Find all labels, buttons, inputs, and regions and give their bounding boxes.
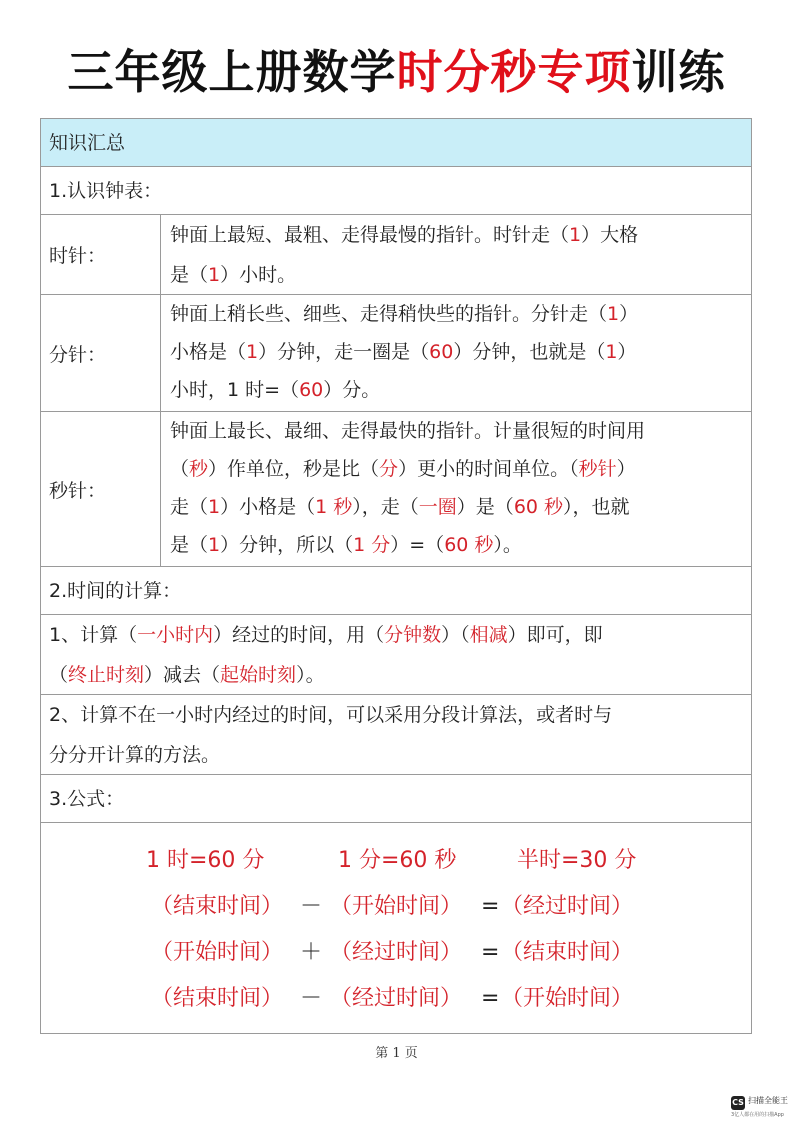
formula-row: （开始时间） ＋ （经过时间） = （结束时间）: [151, 940, 634, 965]
section1-heading: 1.认识钟表：: [49, 180, 163, 202]
section2-heading-row: [41, 567, 751, 615]
hour-hand-text: [162, 215, 751, 294]
knowledge-table: [40, 118, 752, 1034]
title-highlight: 时分秒专项: [396, 45, 632, 99]
scanner-logo-icon: CS: [731, 1096, 745, 1110]
page-number: 第 1 页: [375, 1046, 418, 1061]
section2-item1-line: （终止时刻）减去（起始时刻）。: [49, 664, 325, 686]
minute-hand-line: 小格是（1）分钟，走一圈是（60）分钟，也就是（1）: [170, 341, 637, 363]
formula-row: （结束时间） － （开始时间） = （经过时间）: [151, 894, 634, 919]
section2-item1: [41, 615, 751, 695]
hour-hand-line: 是（1）小时。: [170, 264, 297, 286]
formula-row: （结束时间） － （经过时间） = （开始时间）: [151, 986, 634, 1011]
unit-hour: 1 时=60 分: [146, 848, 265, 873]
page-title: 三年级上册数学时分秒专项训练: [67, 45, 726, 99]
unit-half-hour: 半时=30 分: [517, 848, 637, 873]
section2-item2: 2、计算不在一小时内经过的时间，可以采用分段计算法，或者时与 分分开计算的方法。: [49, 704, 613, 766]
minute-hand-text: [162, 295, 751, 411]
scanner-name: 扫描全能王: [748, 1096, 788, 1105]
unit-minute: 1 分=60 秒: [338, 848, 457, 873]
hour-hand-label: 时针：: [41, 215, 161, 294]
scanner-slogan: 3亿人都在用的扫描App: [731, 1112, 784, 1118]
table-header-row: [41, 119, 751, 167]
section3-heading-row: [41, 775, 751, 823]
second-hand-line: 是（1）分钟，所以（1 分）=（60 秒）。: [170, 534, 522, 556]
second-hand-line: 走（1）小格是（1 秒），走（一圈）是（60 秒），也就: [170, 496, 630, 518]
minute-hand-label: 分针：: [41, 295, 161, 411]
section2-item1-line: 1、计算（一小时内）经过的时间，用（分钟数）（相减）即可，即: [49, 624, 603, 646]
unit-conversions: [41, 839, 751, 883]
hour-hand-line: 钟面上最短、最粗、走得最慢的指针。时针走（1）大格: [170, 224, 639, 246]
section2-item1-row: [41, 615, 751, 695]
minute-hand-line: 小时，1 时=（60）分。: [170, 379, 381, 401]
scanner-watermark: [731, 1094, 791, 1118]
section2-item2-row: [41, 695, 751, 775]
second-hand-line: （秒）作单位，秒是比（分）更小的时间单位。（秒针）: [170, 458, 636, 480]
section3-heading: 3.公式：: [49, 788, 125, 810]
second-hand-text: [162, 412, 751, 566]
minute-hand-row: [41, 295, 751, 412]
minute-hand-line: 钟面上稍长些、细些、走得稍快些的指针。分针走（1）: [170, 303, 639, 325]
hour-hand-row: [41, 215, 751, 295]
section1-heading-row: [41, 167, 751, 215]
header-label: 知识汇总: [49, 132, 126, 154]
second-hand-row: [41, 412, 751, 567]
second-hand-line: 钟面上最长、最细、走得最快的指针。计量很短的时间用: [170, 420, 646, 442]
section2-heading: 2.时间的计算：: [49, 580, 182, 602]
second-hand-label: 秒针：: [41, 412, 161, 566]
